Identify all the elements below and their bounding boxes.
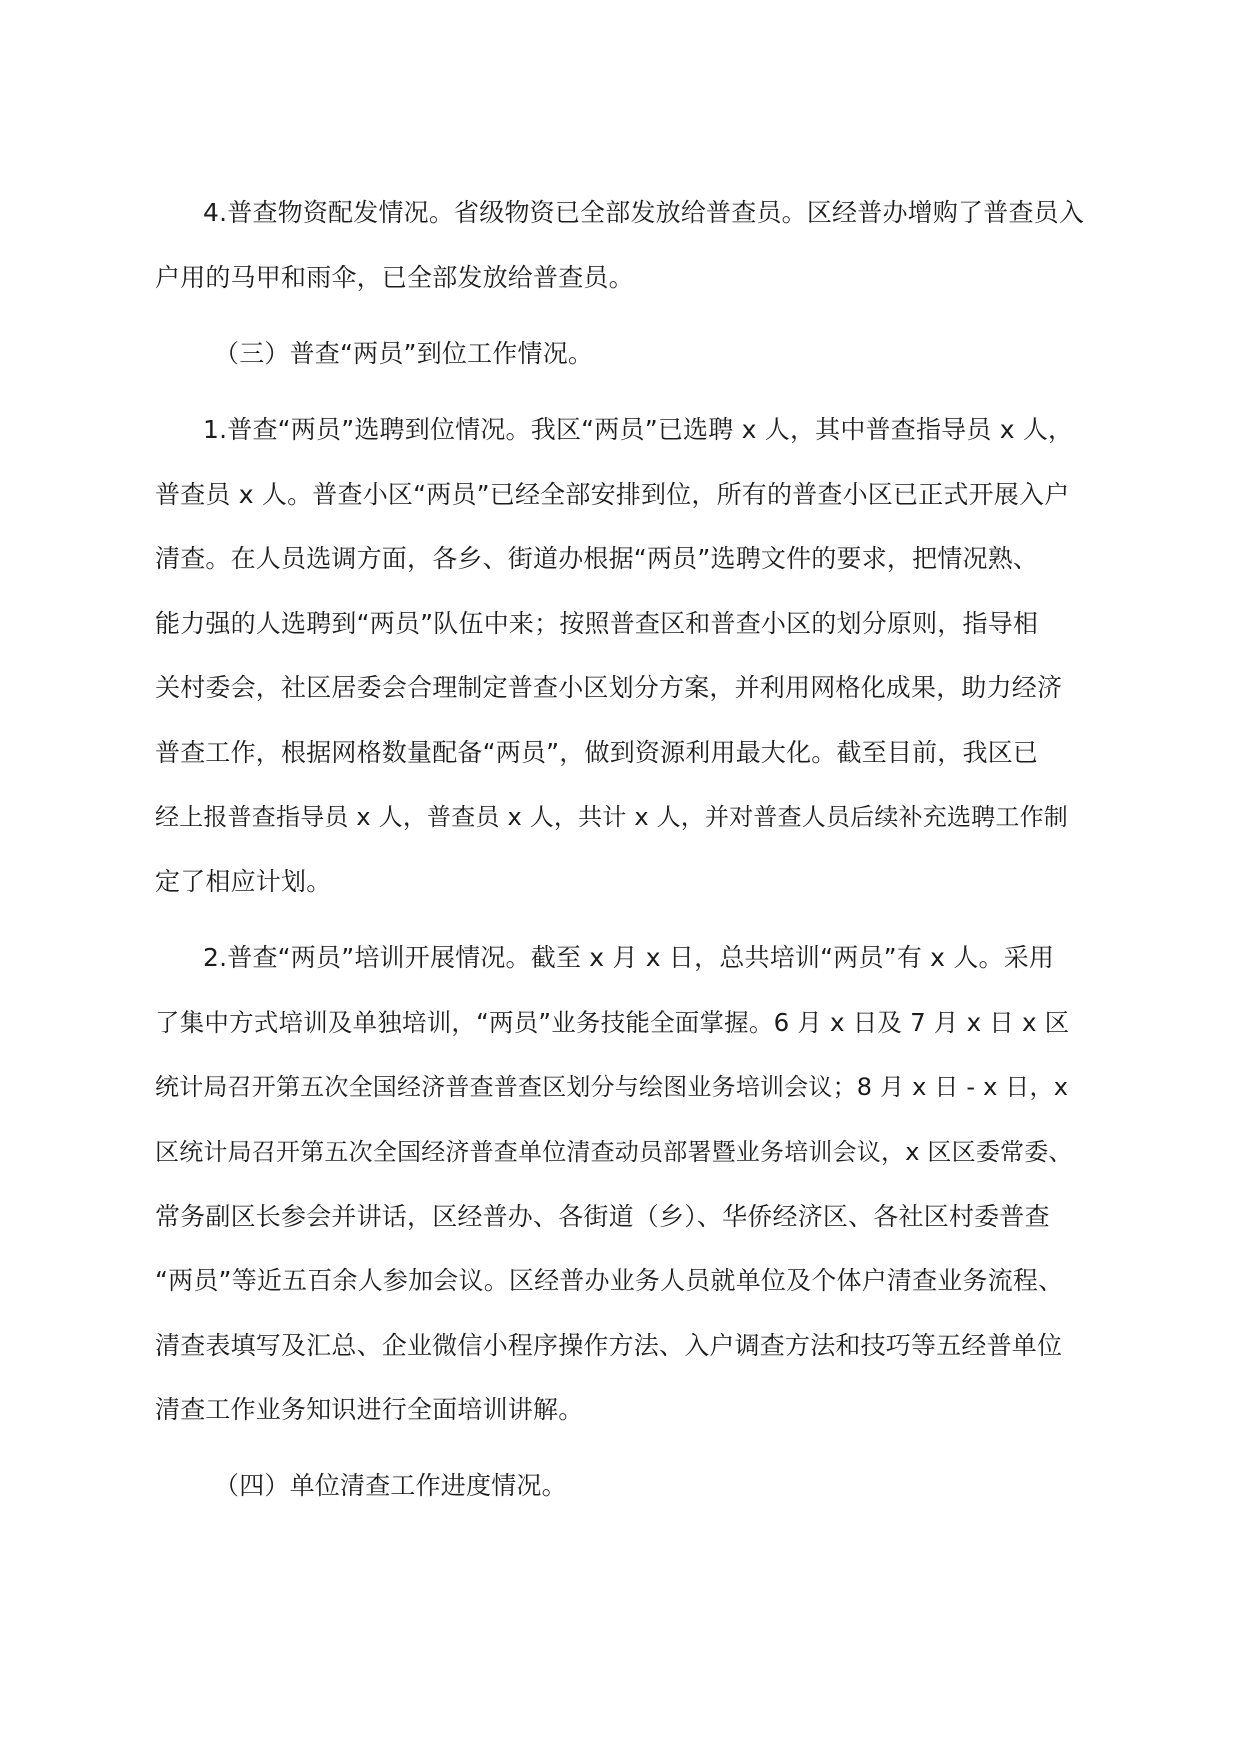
text-line: （三）普查“两员”到位工作情况。: [214, 339, 594, 368]
text-line: 区统计局召开第五次全国经济普查单位清查动员部署暨业务培训会议，x 区区委常委、: [155, 1138, 1073, 1166]
text-line: 清查表填写及汇总、企业微信小程序操作方法、入户调查方法和技巧等五经普单位: [155, 1331, 1063, 1360]
text-line: 了集中方式培训及单独培训，“两员”业务技能全面掌握。6 月 x 日及 7 月 x 日 x 区: [155, 1008, 1070, 1037]
text-line: 普查员 x 人。普查小区“两员”已经全部安排到位，所有的普查小区已正式开展入户: [155, 480, 1070, 509]
text-line: 常务副区长参会并讲话，区经普办、各街道（乡）、华侨经济区、各社区村委普查: [155, 1202, 1050, 1231]
text-line: “两员”等近五百余人参加会议。区经普办业务人员就单位及个体户清查业务流程、: [155, 1266, 1064, 1295]
text-line: 4.普查物资配发情况。省级物资已全部发放给普查员。区经普办增购了普查员入: [203, 198, 1085, 227]
text-line: 1.普查“两员”选聘到位情况。我区“两员”已选聘 x 人，其中普查指导员 x 人，: [203, 415, 1074, 444]
text-line: 经上报普查指导员 x 人，普查员 x 人，共计 x 人，并对普查人员后续补充选聘工作制: [155, 803, 1068, 831]
text-line: 能力强的人选聘到“两员”队伍中来；按照普查区和普查小区的划分原则，指导相: [155, 609, 1039, 638]
text-line: 普查工作，根据网格数量配备“两员”，做到资源利用最大化。截至目前，我区已: [155, 738, 1039, 767]
text-line: 清查。在人员选调方面，各乡、街道办根据“两员”选聘文件的要求，把情况熟、: [155, 544, 1039, 573]
text-line: （四）单位清查工作进度情况。: [214, 1471, 567, 1500]
text-line: 清查工作业务知识进行全面培训讲解。: [155, 1395, 584, 1424]
text-line: 2.普查“两员”培训开展情况。截至 x 月 x 日，总共培训“两员”有 x 人。采用: [203, 943, 1055, 972]
text-line: 定了相应计划。: [155, 867, 332, 896]
text-line: 户用的马甲和雨伞，已全部发放给普查员。: [155, 263, 634, 292]
text-line: 统计局召开第五次全国经济普查普查区划分与绘图业务培训会议；8 月 x 日 - x 日，x: [155, 1073, 1069, 1101]
text-line: 关村委会，社区居委会合理制定普查小区划分方案，并利用网格化成果，助力经济: [155, 673, 1063, 702]
